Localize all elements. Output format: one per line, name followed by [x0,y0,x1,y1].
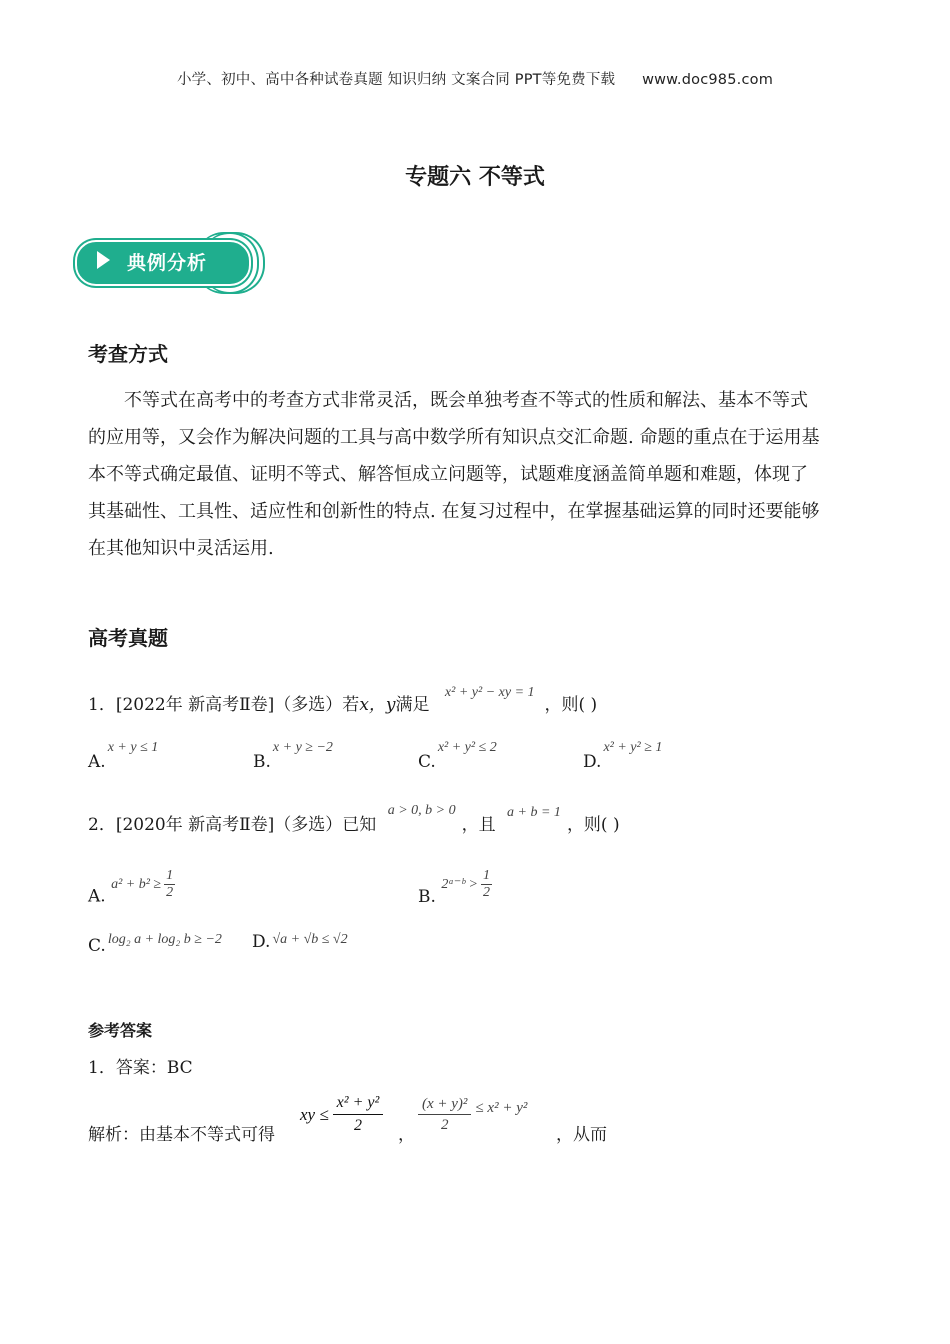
answer-1-explanation: 解析：由基本不等式可得 [88,1125,275,1145]
explain-expr-1: xy ≤ $\frac{\text{x² + y²}}{2}$ [300,1092,383,1137]
q1-option-a: A.$^{x + y \le 1}$ [88,740,159,772]
paragraph-line: 在其他知识中灵活运用. [88,538,274,559]
explain-expr-2: $\frac{\text{(x + y)²}}{2}$ ≤ x² + y² [418,1094,527,1135]
header-text: 小学、初中、高中各种试卷真题 知识归纳 文案合同 PPT等免费下载 [176,72,616,88]
page-header [0,68,950,89]
exam-style-paragraph [88,382,868,567]
question-1 [88,685,598,715]
explain-comma: ， [398,1125,415,1145]
q2-option-a: A. a² + b² ≥ $\frac{1}{2}$ [88,868,174,907]
banner-label: 典例分析 [127,252,208,274]
paragraph-line: 其基础性、工具性、适应性和创新性的特点. 在复习过程中，在掌握基础运算的同时还要能够 [88,501,820,522]
answers-heading: 参考答案 [88,1021,153,1040]
q1-prefix: 1．[2022年 新高考Ⅱ卷]（多选）若 [88,695,360,715]
section-heading-real-exams: 高考真题 [88,626,168,650]
q2-option-c: C. $^{log_2 a + log_2 b \ge -2}$ [88,932,222,956]
q1-option-d: D.$^{x^2 + y^2 \ge 1}$ [583,740,663,772]
q2-cond1: a > 0, b > 0 [387,803,456,818]
question-2 [88,803,620,835]
header-url[interactable]: www.doc985.com [642,72,774,88]
q1-mid: 满足 [395,695,430,715]
q2-prefix: 2．[2020年 新高考Ⅱ卷]（多选）已知 [88,815,377,835]
paragraph-line: 本不等式确定最值、证明不等式、解答恒成立问题等，试题难度涵盖简单题和难题，体现了 [88,464,808,485]
section-heading-exam-style: 考查方式 [88,342,168,366]
paragraph-line: 的应用等，又会作为解决问题的工具与高中数学所有知识点交汇命题. 命题的重点在于运用基 [88,427,820,448]
play-icon [97,251,110,269]
q2-option-d: D. $^{√a + √b \le √2}$ [252,932,348,952]
paragraph-line: 不等式在高考中的考查方式非常灵活，既会单独考查不等式的性质和解法、基本不等式 [124,390,808,411]
explain-suffix: ，从而 [556,1125,607,1145]
q1-vars: x，y [359,695,396,715]
q1-option-c: C.$^{x^2 + y^2 \le 2}$ [418,740,497,772]
answer-1: 1．答案：BC [88,1058,193,1078]
q2-mid: ，且 [461,815,496,835]
q2-option-b: B. 2ᵃ⁻ᵇ > $\frac{1}{2}$ [418,868,490,907]
section-banner [75,232,260,290]
page-title: 专题六 不等式 [405,165,545,190]
q1-option-b: B.$^{x + y \ge -2}$ [253,740,333,772]
q2-suffix: ，则( ) [566,815,620,835]
q1-condition: x² + y² − xy = 1 [444,685,535,700]
q1-suffix: ，则( ) [544,695,598,715]
q2-cond2: a + b = 1 [507,805,561,820]
